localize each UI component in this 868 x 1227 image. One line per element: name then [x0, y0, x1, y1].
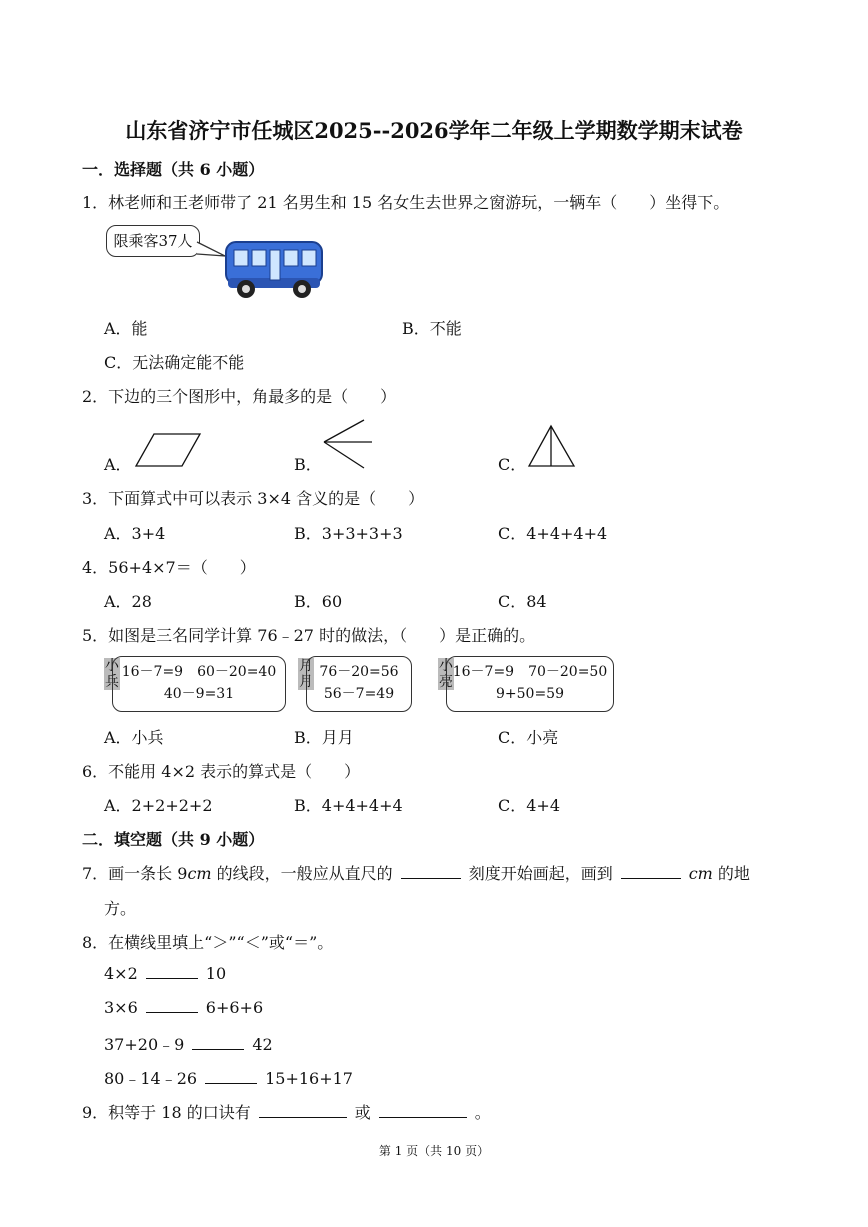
section-heading-fill: 二．填空题（共 9 小题）	[82, 830, 265, 849]
q7-part: 刻度开始画起，画到	[468, 864, 613, 883]
q4-option-a: A．28	[104, 592, 152, 611]
question-6-text: 6．不能用 4×2 表示的算式是（ ）	[82, 762, 361, 781]
answer-blank[interactable]	[146, 964, 198, 979]
q1-option-b: B．不能	[402, 319, 462, 338]
q5-option-a: A．小兵	[104, 728, 164, 747]
question-1-text: 1．林老师和王老师带了 21 名男生和 15 名女生去世界之窗游玩，一辆车（ ）坐得下。	[82, 193, 730, 212]
q1-option-c: C．无法确定能不能	[104, 353, 245, 372]
answer-blank[interactable]	[205, 1069, 257, 1084]
q8-left: 80﹣14﹣26	[104, 1069, 198, 1088]
q8-left: 3×6	[104, 998, 138, 1017]
q9-part: 或	[354, 1103, 371, 1122]
bus-icon	[222, 236, 326, 302]
q8-right: 6+6+6	[205, 998, 264, 1017]
question-7-continued: 方。	[104, 899, 137, 918]
q3-option-b: B．3+3+3+3	[294, 524, 403, 543]
q1-option-a: A．能	[104, 319, 148, 338]
q2-option-c: C．	[498, 455, 527, 474]
question-4-text: 4．56+4×7＝（ ）	[82, 558, 256, 577]
q4-option-b: B．60	[294, 592, 343, 611]
q3-option-a: A．3+4	[104, 524, 166, 543]
question-5-text: 5．如图是三名同学计算 76﹣27 时的做法，（ ）是正确的。	[82, 626, 536, 645]
tag-label: 小亮	[439, 658, 453, 690]
page-footer: 第 1 页（共 10 页）	[378, 1144, 490, 1158]
q7-unit: cm	[187, 864, 212, 883]
question-8-text: 8．在横线里填上“＞”“＜”或“＝”。	[82, 933, 334, 952]
q5-option-c: C．小亮	[498, 728, 559, 747]
answer-blank[interactable]	[146, 998, 198, 1013]
calc-box-xiaoliang	[446, 656, 614, 712]
q8-row-2	[104, 998, 263, 1017]
calc-box-xiaobing	[112, 656, 286, 712]
q9-part: 。	[474, 1103, 491, 1122]
q8-left: 4×2	[104, 964, 138, 983]
question-2-text: 2．下边的三个图形中，角最多的是（ ）	[82, 387, 397, 406]
parallelogram-icon	[134, 432, 202, 468]
question-9-text	[82, 1100, 491, 1123]
q8-left: 37+20﹣9	[104, 1035, 185, 1054]
answer-blank[interactable]	[621, 864, 681, 879]
bus-capacity-bubble	[106, 225, 200, 257]
calc-line: 76－20=56	[319, 664, 399, 680]
answer-blank[interactable]	[401, 864, 461, 879]
tag-label: 小兵	[105, 658, 119, 690]
q8-row-3	[104, 1032, 273, 1055]
calc-line: 9+50=59	[496, 686, 564, 702]
q6-option-c: C．4+4	[498, 796, 561, 815]
q8-right: 15+16+17	[265, 1069, 353, 1088]
triangle-icon	[527, 424, 577, 468]
q2-option-a: A．	[104, 455, 132, 474]
calc-line: 16－7=9 70－20=50	[452, 664, 608, 680]
answer-blank[interactable]	[259, 1103, 347, 1118]
section-heading-choice: 一．选择题（共 6 小题）	[82, 160, 265, 179]
q7-part: 的线段，一般应从直尺的	[211, 864, 393, 883]
document-title: 山东省济宁市任城区2025--2026学年二年级上学期数学期末试卷	[125, 118, 743, 143]
q8-row-1	[104, 964, 226, 983]
q7-part: 7．画一条长 9	[82, 864, 188, 883]
calc-line: 56－7=49	[323, 686, 395, 702]
q6-option-b: B．4+4+4+4	[294, 796, 403, 815]
calc-line: 40－9=31	[163, 686, 235, 702]
answer-blank[interactable]	[379, 1103, 467, 1118]
calc-box-yueyue	[306, 656, 412, 712]
question-3-text: 3．下面算式中可以表示 3×4 含义的是（ ）	[82, 489, 425, 508]
angles-icon	[320, 418, 374, 470]
question-7-text	[82, 861, 750, 884]
q5-option-b: B．月月	[294, 728, 354, 747]
calc-line: 16－7=9 60－20=40	[121, 664, 277, 680]
q4-option-c: C．84	[498, 592, 547, 611]
q8-right: 10	[205, 964, 227, 983]
q2-option-b: B．	[294, 455, 322, 474]
q7-part: 的地	[712, 864, 750, 883]
q6-option-a: A．2+2+2+2	[104, 796, 213, 815]
q3-option-c: C．4+4+4+4	[498, 524, 608, 543]
tag-label: 月月	[299, 658, 313, 690]
q7-unit: cm	[688, 864, 713, 883]
answer-blank[interactable]	[192, 1035, 244, 1050]
q9-part: 9．积等于 18 的口诀有	[82, 1103, 251, 1122]
bubble-text: 限乘客37人	[113, 232, 193, 250]
q8-row-4	[104, 1066, 353, 1089]
q8-right: 42	[252, 1035, 273, 1054]
